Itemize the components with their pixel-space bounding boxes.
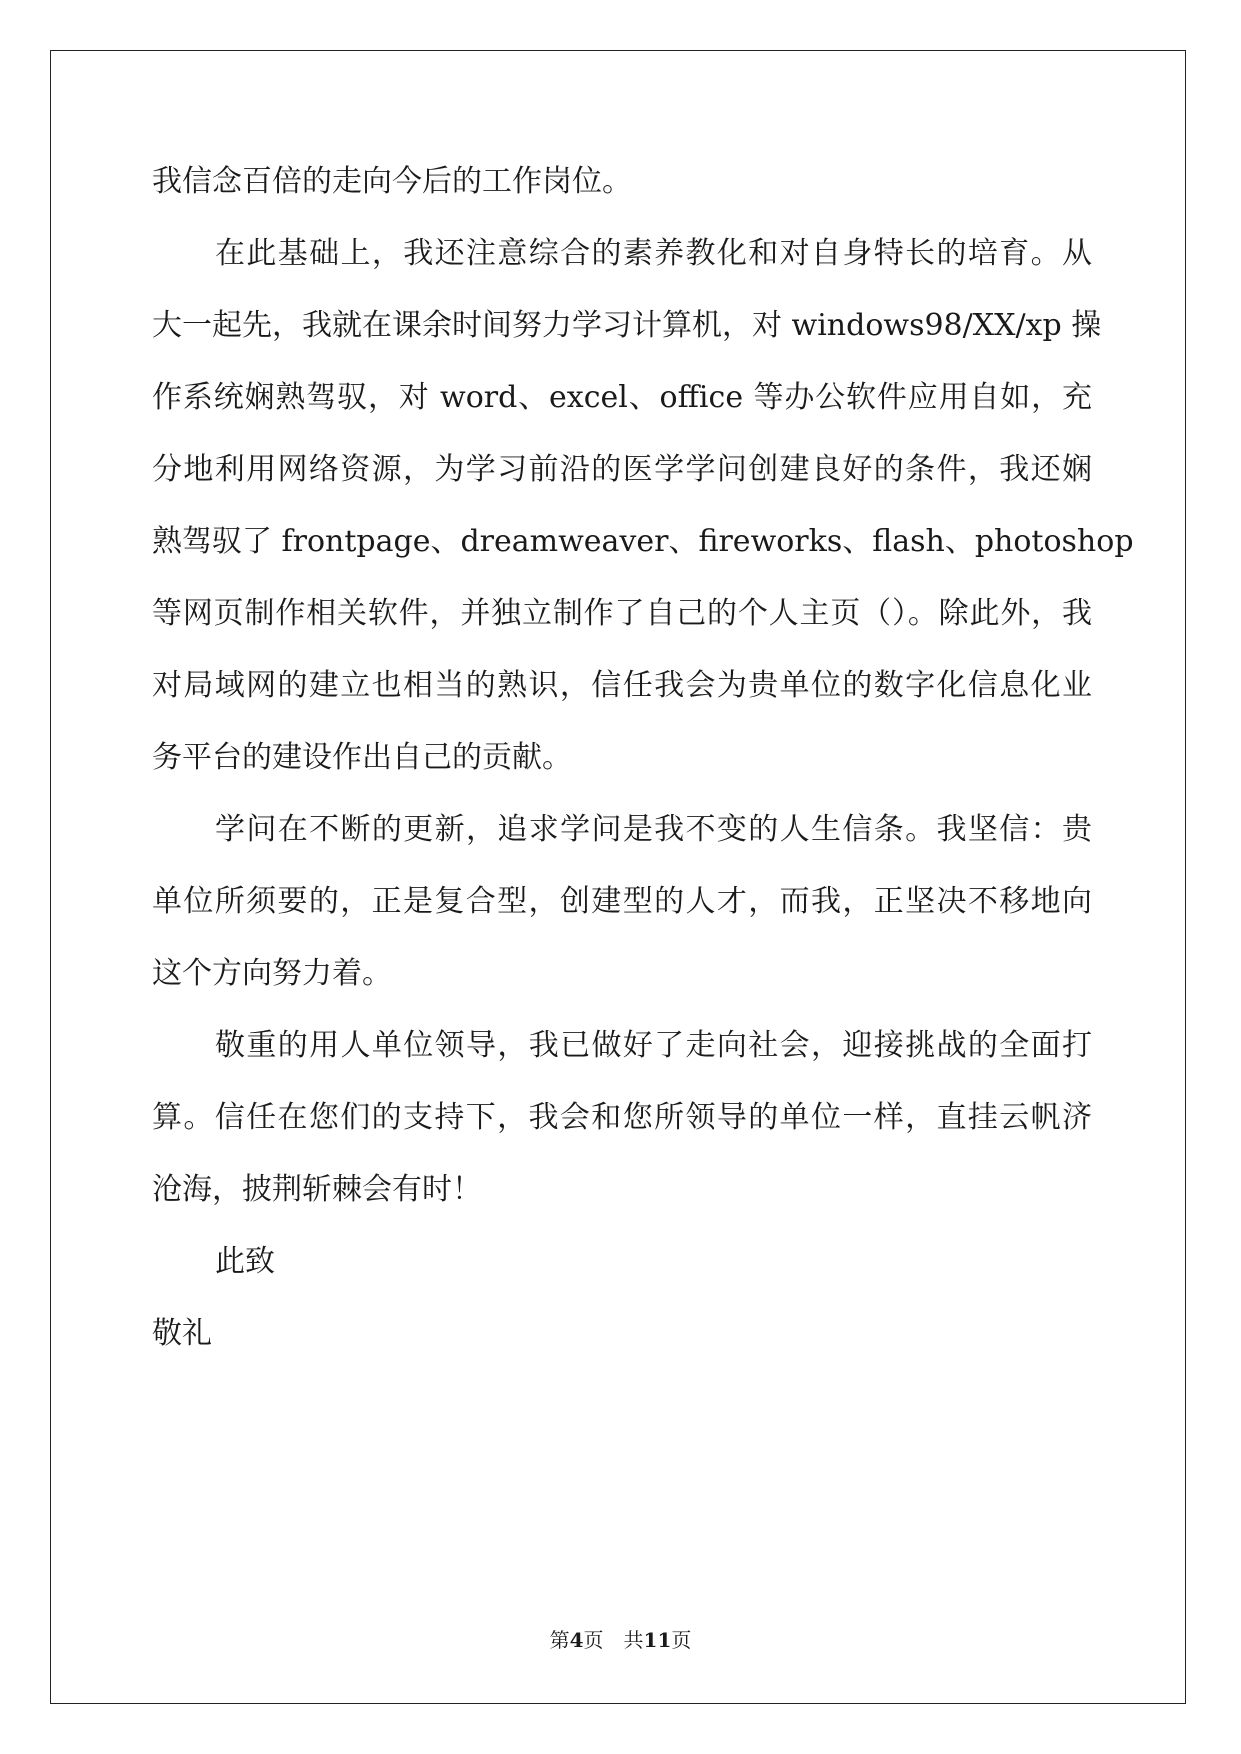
total-page-number: 11 [643,1628,672,1652]
page-footer [0,1624,1241,1653]
page-border [50,50,1186,1704]
footer-mid: 页 共 [583,1628,644,1652]
body-line: 大一起先，我就在课余时间努力学习计算机，对 windows98/XX/xp 操 [152,308,1102,343]
body-line: 敬重的用人单位领导，我已做好了走向社会，迎接挑战的全面打 [215,1028,1092,1063]
current-page-number: 4 [569,1628,584,1652]
closing-salutation: 此致 [215,1244,275,1279]
footer-suffix: 页 [671,1628,692,1652]
body-line: 务平台的建设作出自己的贡献。 [152,740,572,775]
body-line: 算。信任在您们的支持下，我会和您所领导的单位一样，直挂云帆济 [152,1100,1092,1135]
body-line: 作系统娴熟驾驭，对 word、excel、office 等办公软件应用自如，充 [152,380,1092,415]
body-line: 单位所须要的，正是复合型，创建型的人才，而我，正坚决不移地向 [152,884,1092,919]
body-line: 我信念百倍的走向今后的工作岗位。 [152,164,632,199]
body-line: 等网页制作相关软件，并独立制作了自己的个人主页（）。除此外，我 [152,596,1092,631]
body-line: 对局域网的建立也相当的熟识，信任我会为贵单位的数字化信息化业 [152,668,1092,703]
closing-regards: 敬礼 [152,1316,212,1351]
body-line: 沧海，披荆斩棘会有时！ [152,1172,482,1207]
body-line: 分地利用网络资源，为学习前沿的医学学问创建良好的条件，我还娴 [152,452,1092,487]
body-line: 熟驾驭了 frontpage、dreamweaver、fireworks、flash、photoshop [152,524,1134,559]
body-line: 在此基础上，我还注意综合的素养教化和对自身特长的培育。从 [215,236,1092,271]
footer-prefix: 第 [549,1628,570,1652]
body-line: 这个方向努力着。 [152,956,392,991]
body-line: 学问在不断的更新，追求学问是我不变的人生信条。我坚信：贵 [215,812,1092,847]
